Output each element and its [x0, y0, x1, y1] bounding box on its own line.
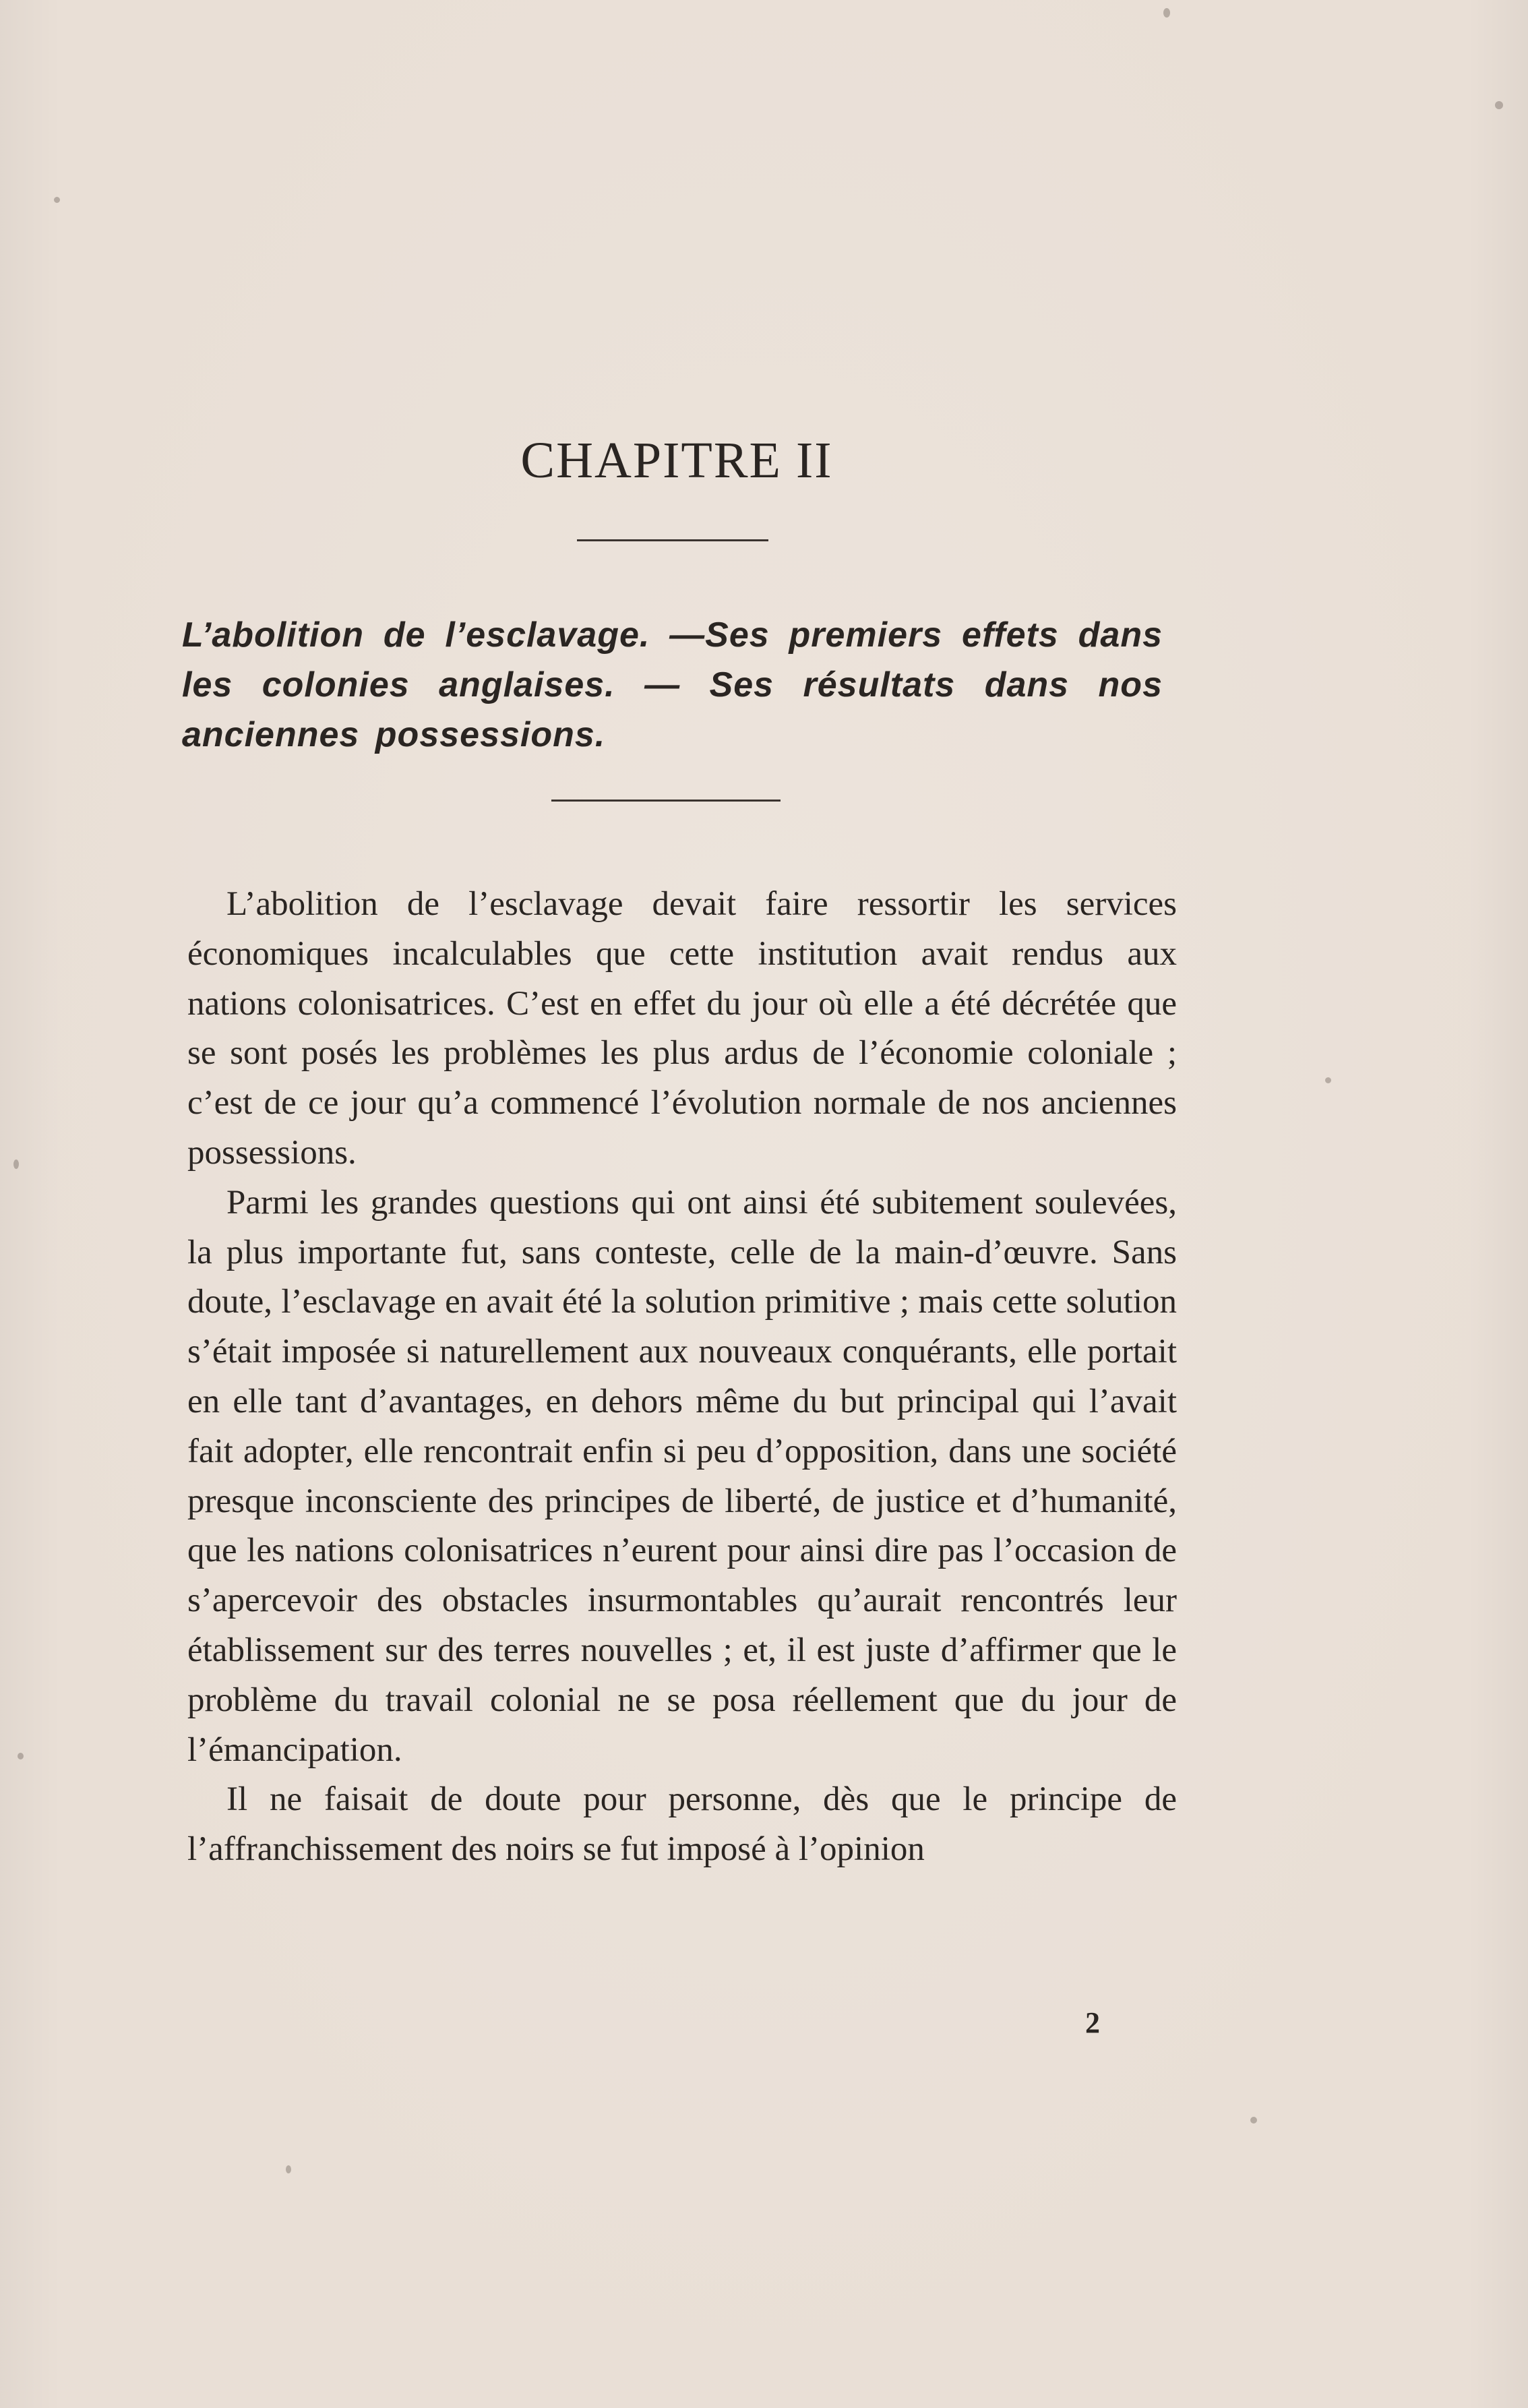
body-text: [187, 880, 1177, 1875]
page-number: 2: [1085, 2006, 1100, 2039]
paragraph: Il ne faisait de doute pour personne, dès que le principe de l’affranchissement des noirs se fut imposé à l’opinion: [187, 1780, 1177, 1869]
chapter-title: CHAPITRE II: [520, 432, 833, 489]
title-divider: [577, 539, 768, 541]
paper-speck: [1495, 101, 1503, 109]
paper-speck: [1325, 1077, 1331, 1083]
paper-speck: [1250, 2117, 1257, 2124]
paper-speck: [286, 2165, 291, 2173]
paragraph: L’abolition de l’esclavage devait faire ressortir les services économiques incalculables que cette institution avait rendus aux nations colonisatrices. C’est en effet du jour où elle a été décrétée que se sont posés les problèmes les plus ardus de l’économie coloniale ; c’est de ce jour qu’a commencé l’évolution normale de nos anciennes possessions.: [187, 885, 1177, 1172]
paper-speck: [18, 1753, 24, 1759]
paragraph: Parmi les grandes questions qui ont ainsi été subitement soulevées, la plus importante fut, sans conteste, celle de la main-d’œuvre. Sans doute, l’esclavage en avait été la solution primitive ; mais cette solution s’était imposée si naturellement aux nouveaux conquérants, elle portait en elle tant d’avantages, en dehors même du but principal qui l’avait fait adopter, elle rencontrait enfin si peu d’opposition, dans une société presque inconsciente des principes de liberté, de justice et d’humanité, que les nations colonisatrices n’eurent pour ainsi dire pas l’occasion de s’apercevoir des obstacles insurmontables qu’aurait rencontrés leur établissement sur des terres nouvelles ; et, il est juste d’affirmer que le problème du travail colonial ne se posa réellement que du jour de l’émancipation.: [187, 1183, 1177, 1769]
paper-speck: [54, 197, 60, 203]
chapter-summary: L’abolition de l’esclavage. —Ses premiers effets dans les colonies anglaises. — Ses résultats dans nos anciennes possessions.: [182, 615, 1163, 754]
paper-speck: [1163, 8, 1170, 18]
summary-divider: [551, 800, 781, 802]
paper-speck: [13, 1160, 19, 1169]
